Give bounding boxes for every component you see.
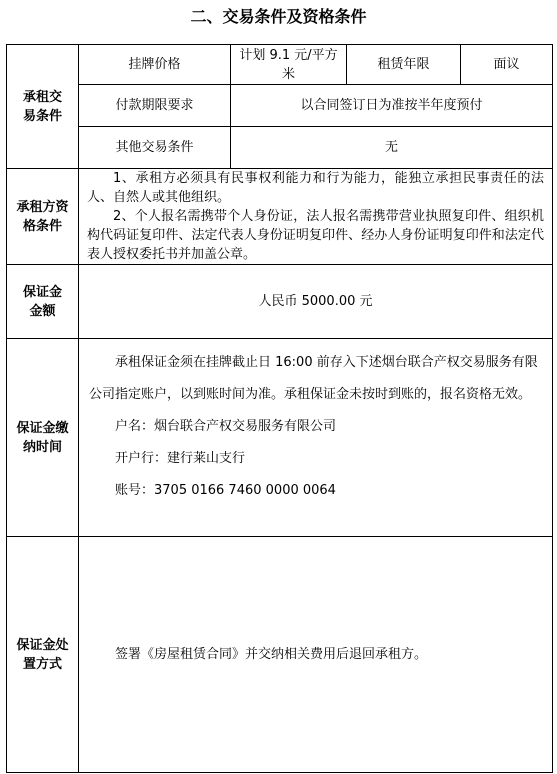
deposit-handling-label: 保证金处置方式	[7, 537, 79, 773]
deposit-handling-content	[79, 537, 553, 773]
deposit-amount-value: 人民币 5000.00 元	[79, 265, 553, 339]
account-number: 账号：3705 0166 7460 0000 0064	[115, 483, 336, 498]
table-row	[7, 339, 553, 537]
deposit-amount-label: 保证金金额	[7, 265, 79, 339]
lease-term-label: 租赁年限	[347, 45, 461, 85]
deposit-time-content	[79, 339, 553, 537]
deposit-time-text: 承租保证金须在挂牌截止日 16:00 前存入下述烟台联合产权交易服务有限公司指定账户，以到账时间为准。承租保证金未按时到账的，报名资格无效。	[89, 355, 538, 402]
listing-price-value: 计划 9.1 元/平方米	[231, 45, 347, 85]
table-row	[7, 537, 553, 773]
other-conditions-value: 无	[231, 127, 553, 169]
table-row	[7, 85, 553, 127]
table-row	[7, 45, 553, 85]
payment-label: 付款期限要求	[79, 85, 231, 127]
page-title: 二、交易条件及资格条件	[190, 7, 367, 26]
bank-name: 开户行：建行莱山支行	[115, 451, 246, 466]
table-row	[7, 265, 553, 339]
listing-price-label: 挂牌价格	[79, 45, 231, 85]
qualification-item-1: 1、承租方必须具有民事权利能力和行为能力，能独立承担民事责任的法人、自然人或其他组织。	[87, 171, 544, 205]
qualification-content	[79, 169, 553, 265]
deposit-handling-text: 签署《房屋租赁合同》并交纳相关费用后退回承租方。	[115, 647, 428, 662]
account-name: 户名：烟台联合产权交易服务有限公司	[115, 419, 337, 434]
qualification-label: 承租方资格条件	[7, 169, 79, 265]
other-conditions-label: 其他交易条件	[79, 127, 231, 169]
table-row	[7, 169, 553, 265]
conditions-table	[6, 44, 553, 773]
deposit-time-label: 保证金缴纳时间	[7, 339, 79, 537]
table-row	[7, 127, 553, 169]
lease-term-value: 面议	[461, 45, 553, 85]
payment-value: 以合同签订日为准按半年度预付	[231, 85, 553, 127]
qualification-item-2: 2、个人报名需携带个人身份证，法人报名需携带营业执照复印件、组织机构代码证复印件、法定代表人身份证明复印件、经办人身份证明复印件和法定代表人授权委托书并加盖公章。	[87, 209, 544, 262]
lease-conditions-label: 承租交易条件	[7, 45, 79, 169]
